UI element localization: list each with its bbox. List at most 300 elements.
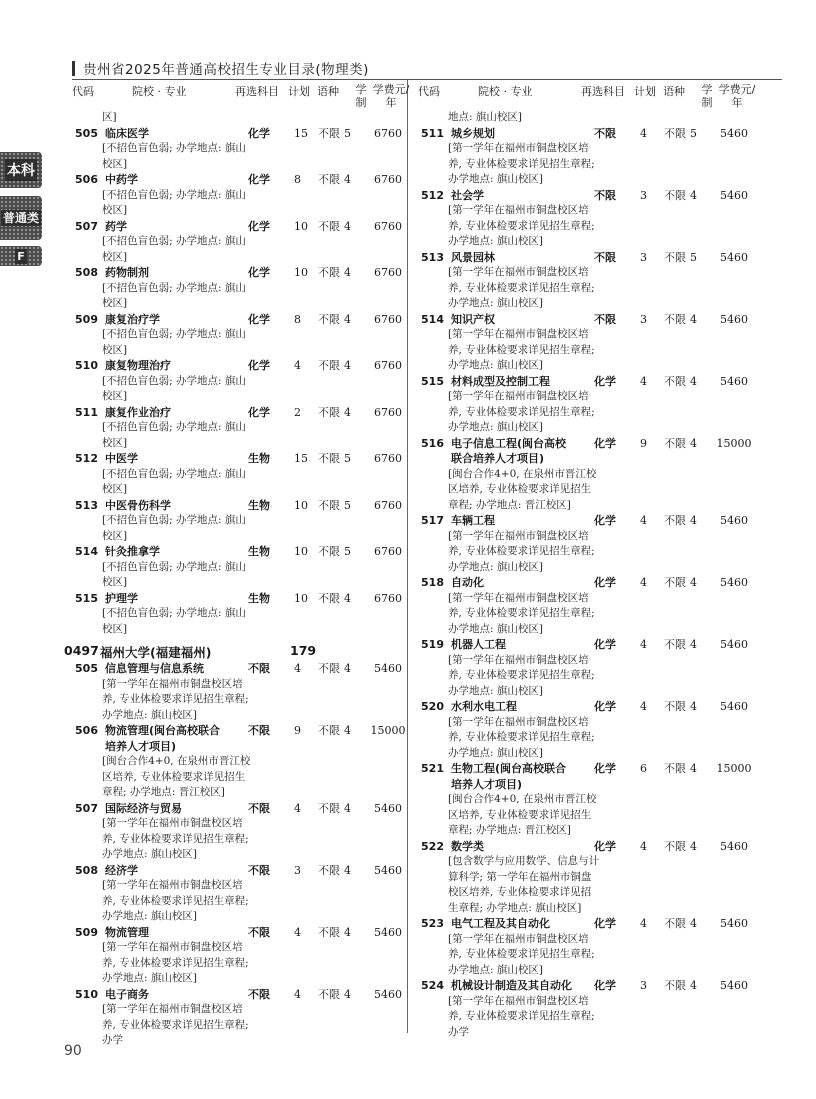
major-note: [不招色盲色弱; 办学地点: 旗山校区] <box>102 560 246 588</box>
major-duration: 5 <box>690 126 697 140</box>
entry-main-row <box>72 219 412 235</box>
major-subject: 不限 <box>248 863 270 877</box>
major-duration: 4 <box>690 576 697 589</box>
school-total: 179 <box>290 643 317 658</box>
entry-main-row <box>72 801 412 817</box>
major-subject: 化学 <box>594 762 616 775</box>
major-entry <box>418 916 758 978</box>
major-plan: 4 <box>640 126 647 140</box>
major-code: 513 <box>421 250 444 264</box>
major-subject: 不限 <box>594 312 616 326</box>
major-entry <box>418 839 758 917</box>
major-code: 506 <box>75 173 98 186</box>
major-plan: 4 <box>640 374 647 388</box>
entry-main-row <box>72 312 412 328</box>
major-language: 不限 <box>664 979 686 992</box>
major-note: [闽台合作4+0, 在泉州市晋江校区培养, 专业体检要求详见招生章程; 办学地点: 晋江校区] <box>448 793 597 836</box>
major-language: 不限 <box>664 700 686 713</box>
col-header-code: 代码 <box>418 85 440 98</box>
major-note: [闽台合作4+0, 在泉州市晋江校区培养, 专业体检要求详见招生章程; 办学地点: 晋江校区] <box>448 467 597 511</box>
entry-main-row <box>72 358 412 374</box>
major-duration: 4 <box>344 266 351 279</box>
major-entry <box>418 374 758 436</box>
major-language: 不限 <box>318 801 340 815</box>
major-language: 不限 <box>318 662 340 675</box>
entry-name-row <box>418 451 758 467</box>
major-subject: 不限 <box>248 987 270 1001</box>
major-duration: 4 <box>690 312 697 326</box>
major-name: 数学类 <box>451 839 484 853</box>
major-code: 512 <box>421 188 444 202</box>
major-code: 508 <box>75 863 98 877</box>
major-duration: 4 <box>344 312 351 326</box>
major-plan: 10 <box>294 219 308 233</box>
major-subject: 不限 <box>248 662 270 675</box>
major-plan: 10 <box>294 591 308 605</box>
entry-main-row <box>72 405 412 421</box>
major-duration: 4 <box>344 591 351 605</box>
major-entry <box>72 405 412 452</box>
entry-main-row <box>72 591 412 607</box>
major-fee: 5460 <box>720 576 748 589</box>
major-name-cont: 联合培养人才项目) <box>451 452 545 465</box>
major-language: 不限 <box>318 312 340 326</box>
major-plan: 10 <box>294 545 308 558</box>
header-bar <box>72 61 75 76</box>
major-duration: 4 <box>690 839 697 853</box>
entry-main-row <box>72 723 412 739</box>
entry-main-row <box>418 699 758 715</box>
major-subject: 化学 <box>594 514 616 527</box>
header-title: 贵州省2025年普通高校招生专业目录(物理类) <box>83 62 369 78</box>
major-note: [不招色盲色弱; 办学地点: 旗山校区] <box>102 281 246 309</box>
col-header-plan: 计划 <box>288 85 310 98</box>
entry-main-row <box>418 436 758 452</box>
major-code: 518 <box>421 576 444 589</box>
major-plan: 4 <box>294 925 301 939</box>
major-name: 国际经济与贸易 <box>105 801 182 815</box>
major-code: 511 <box>421 126 444 140</box>
major-code: 510 <box>75 987 98 1001</box>
major-name: 生物工程(闽台高校联合 <box>451 762 567 775</box>
major-subject: 生物 <box>248 498 270 512</box>
major-name: 中医骨伤科学 <box>105 498 171 512</box>
major-language: 不限 <box>664 188 686 202</box>
entry-main-row <box>72 863 412 879</box>
major-duration: 5 <box>344 126 351 140</box>
major-note: [不招色盲色弱; 办学地点: 旗山校区] <box>102 421 246 449</box>
major-duration: 4 <box>344 405 351 419</box>
major-plan: 8 <box>294 173 301 186</box>
major-entry <box>72 544 412 591</box>
major-language: 不限 <box>318 987 340 1001</box>
major-language: 不限 <box>664 250 686 264</box>
major-plan: 4 <box>640 917 647 930</box>
major-note: [第一学年在福州市铜盘校区培养, 专业体检要求详见招生章程; 办学地点: 旗山校区] <box>448 204 595 247</box>
major-code: 523 <box>421 917 444 930</box>
major-subject: 生物 <box>248 452 270 465</box>
major-language: 不限 <box>664 514 686 527</box>
major-fee: 5460 <box>720 312 748 326</box>
major-entry <box>418 188 758 250</box>
major-fee: 5460 <box>720 917 748 930</box>
major-language: 不限 <box>664 374 686 388</box>
col-header-subject: 再选科目 <box>581 85 625 98</box>
entry-main-row <box>418 575 758 591</box>
major-name: 康复作业治疗 <box>105 405 171 419</box>
side-tab-label: F <box>17 249 25 263</box>
major-code: 515 <box>75 591 98 605</box>
major-code: 512 <box>75 452 98 465</box>
side-tab-undergrad <box>0 152 42 188</box>
major-note: [闽台合作4+0, 在泉州市晋江校区培养, 专业体检要求详见招生章程; 办学地点: 晋江校区] <box>102 755 251 798</box>
page-number: 90 <box>64 1043 82 1059</box>
entry-main-row <box>72 661 412 677</box>
major-code: 509 <box>75 312 98 326</box>
major-fee: 5460 <box>374 863 402 877</box>
major-language: 不限 <box>664 312 686 326</box>
major-name: 城乡规划 <box>451 126 495 140</box>
major-name: 药物制剂 <box>105 266 149 279</box>
major-name: 临床医学 <box>105 126 149 140</box>
major-entry <box>418 699 758 761</box>
major-duration: 4 <box>344 173 351 186</box>
major-language: 不限 <box>318 173 340 186</box>
major-fee: 6760 <box>374 405 402 419</box>
major-code: 507 <box>75 219 98 233</box>
major-plan: 4 <box>640 514 647 527</box>
major-fee: 5460 <box>720 188 748 202</box>
major-note: [第一学年在福州市铜盘校区培养, 专业体检要求详见招生章程; 办学地点: 旗山校区] <box>448 591 595 635</box>
major-plan: 3 <box>640 312 647 326</box>
major-fee: 6760 <box>374 266 402 279</box>
continuation-text: 地点: 旗山校区] <box>448 111 522 123</box>
major-note: [第一学年在福州市铜盘校区培养, 专业体检要求详见招生章程; 办学地点: 旗山校区] <box>102 817 249 860</box>
entry-list <box>72 661 412 1049</box>
major-name: 药学 <box>105 219 127 233</box>
major-plan: 4 <box>640 638 647 651</box>
major-entry <box>418 250 758 312</box>
major-plan: 6 <box>640 762 647 775</box>
major-code: 507 <box>75 801 98 815</box>
major-name: 机械设计制造及其自动化 <box>451 979 572 992</box>
major-fee: 15000 <box>370 724 406 737</box>
major-subject: 不限 <box>594 126 616 140</box>
major-entry <box>418 312 758 374</box>
entry-main-row <box>72 265 412 281</box>
major-fee: 6760 <box>374 591 402 605</box>
major-code: 516 <box>421 436 444 450</box>
major-name: 针灸推拿学 <box>105 545 160 558</box>
major-code: 522 <box>421 839 444 853</box>
major-note: [不招色盲色弱; 办学地点: 旗山校区] <box>102 374 246 402</box>
major-name: 物流管理(闽台高校联合 <box>105 724 221 737</box>
major-code: 514 <box>421 312 444 326</box>
major-plan: 15 <box>294 452 308 465</box>
major-entry <box>72 591 412 638</box>
major-entry <box>72 358 412 405</box>
major-subject: 不限 <box>248 724 270 737</box>
major-entry <box>72 265 412 312</box>
major-entry <box>72 863 412 925</box>
col-header-duration: 学制 <box>701 83 713 109</box>
major-plan: 8 <box>294 312 301 326</box>
major-language: 不限 <box>318 359 340 372</box>
major-code: 505 <box>75 662 98 675</box>
entry-list <box>418 126 758 1041</box>
major-subject: 化学 <box>594 638 616 651</box>
major-code: 519 <box>421 638 444 651</box>
major-note: [第一学年在福州市铜盘校区培养, 专业体检要求详见招生章程; 办学地点: 旗山校区] <box>448 529 595 573</box>
major-fee: 5460 <box>720 374 748 388</box>
major-subject: 化学 <box>248 405 270 419</box>
major-code: 524 <box>421 979 444 992</box>
entry-main-row <box>418 250 758 266</box>
major-note: [第一学年在福州市铜盘校区培养, 专业体检要求详见招生章程; 办学地点: 旗山校区] <box>448 715 595 759</box>
major-name: 中药学 <box>105 173 138 186</box>
side-tab-label: 本科 <box>5 159 37 181</box>
major-language: 不限 <box>318 266 340 279</box>
major-entry <box>72 723 412 801</box>
major-entry <box>72 987 412 1049</box>
major-fee: 5460 <box>720 514 748 527</box>
major-plan: 3 <box>640 188 647 202</box>
entry-main-row <box>418 761 758 777</box>
major-entry <box>418 761 758 839</box>
major-name: 知识产权 <box>451 312 495 326</box>
col-header-subject: 再选科目 <box>235 85 279 98</box>
major-plan: 2 <box>294 405 301 419</box>
major-subject: 化学 <box>594 436 616 450</box>
major-fee: 6760 <box>374 452 402 465</box>
major-fee: 6760 <box>374 359 402 372</box>
entry-main-row <box>418 839 758 855</box>
major-name: 电子商务 <box>105 987 149 1001</box>
major-name: 中医学 <box>105 452 138 465</box>
major-entry <box>418 513 758 575</box>
major-language: 不限 <box>664 126 686 140</box>
major-duration: 4 <box>690 436 697 450</box>
major-language: 不限 <box>664 917 686 930</box>
major-note: [不招色盲色弱; 办学地点: 旗山校区] <box>102 514 246 542</box>
major-duration: 4 <box>344 662 351 675</box>
major-name: 风景园林 <box>451 250 495 264</box>
major-code: 509 <box>75 925 98 939</box>
major-name: 康复物理治疗 <box>105 359 171 372</box>
major-subject: 生物 <box>248 591 270 605</box>
table-header <box>72 80 412 110</box>
major-name: 电子信息工程(闽台高校 <box>451 436 567 450</box>
major-note: [不招色盲色弱; 办学地点: 旗山校区] <box>102 235 246 263</box>
major-fee: 6760 <box>374 545 402 558</box>
col-header-fee: 学费元/年 <box>718 83 756 109</box>
major-note: [第一学年在福州市铜盘校区培养, 专业体检要求详见招生章程; 办学地点: 旗山校区] <box>448 266 595 309</box>
major-duration: 4 <box>344 987 351 1001</box>
major-note: [不招色盲色弱; 办学地点: 旗山校区] <box>102 142 246 170</box>
major-duration: 4 <box>344 359 351 372</box>
major-language: 不限 <box>318 724 340 737</box>
col-header-fee: 学费元/年 <box>372 83 410 109</box>
major-code: 513 <box>75 498 98 512</box>
major-duration: 4 <box>344 219 351 233</box>
entry-main-row <box>418 374 758 390</box>
major-plan: 4 <box>294 801 301 815</box>
col-header-language: 语种 <box>663 85 685 98</box>
major-subject: 化学 <box>594 700 616 713</box>
major-fee: 15000 <box>716 762 752 775</box>
major-subject: 化学 <box>248 266 270 279</box>
major-duration: 5 <box>344 545 351 558</box>
major-language: 不限 <box>664 638 686 651</box>
major-code: 521 <box>421 762 444 775</box>
major-plan: 10 <box>294 266 308 279</box>
major-subject: 化学 <box>594 576 616 589</box>
major-entry <box>418 978 758 1040</box>
major-name: 自动化 <box>451 576 484 589</box>
major-name: 车辆工程 <box>451 514 495 527</box>
major-name-cont: 培养人才项目) <box>451 777 523 791</box>
major-duration: 4 <box>690 979 697 992</box>
entry-main-row <box>72 126 412 142</box>
major-fee: 5460 <box>720 126 748 140</box>
school-name: 福州大学(福建福州) <box>100 645 212 660</box>
major-duration: 4 <box>690 374 697 388</box>
entry-name-row <box>418 777 758 793</box>
major-subject: 化学 <box>248 173 270 186</box>
major-plan: 4 <box>640 700 647 713</box>
major-language: 不限 <box>318 863 340 877</box>
major-fee: 15000 <box>716 436 752 450</box>
major-plan: 3 <box>640 250 647 264</box>
major-language: 不限 <box>318 545 340 558</box>
entry-main-row <box>72 172 412 188</box>
major-language: 不限 <box>664 436 686 450</box>
major-plan: 4 <box>294 662 301 675</box>
major-note: [第一学年在福州市铜盘校区培养, 专业体检要求详见招生章程; 办学地点: 旗山校区] <box>448 390 595 433</box>
major-plan: 3 <box>294 863 301 877</box>
major-name: 社会学 <box>451 188 484 202</box>
school-heading <box>64 641 412 661</box>
major-code: 515 <box>421 374 444 388</box>
entry-main-row <box>72 544 412 560</box>
major-subject: 化学 <box>594 917 616 930</box>
major-language: 不限 <box>318 126 340 140</box>
entry-main-row <box>418 513 758 529</box>
major-language: 不限 <box>664 762 686 775</box>
major-language: 不限 <box>318 591 340 605</box>
left-column <box>64 80 412 1049</box>
running-header <box>72 58 369 78</box>
school-code: 0497 <box>64 643 99 658</box>
major-duration: 4 <box>690 762 697 775</box>
entry-main-row <box>418 637 758 653</box>
major-subject: 不限 <box>594 250 616 264</box>
entry-main-row <box>418 126 758 142</box>
major-duration: 4 <box>690 638 697 651</box>
major-fee: 5460 <box>720 700 748 713</box>
major-note: [不招色盲色弱; 办学地点: 旗山校区] <box>102 467 246 495</box>
side-tab-letter <box>0 246 42 266</box>
major-plan: 9 <box>294 724 301 737</box>
major-name: 电气工程及其自动化 <box>451 917 550 930</box>
major-entry <box>72 312 412 359</box>
major-fee: 6760 <box>374 219 402 233</box>
major-name: 信息管理与信息系统 <box>105 662 204 675</box>
major-entry <box>418 637 758 699</box>
entry-main-row <box>418 978 758 994</box>
major-language: 不限 <box>664 839 686 853</box>
major-subject: 化学 <box>248 219 270 233</box>
major-note: [第一学年在福州市铜盘校区培养, 专业体检要求详见招生章程; 办学地点: 旗山校区] <box>102 677 249 721</box>
major-duration: 4 <box>690 188 697 202</box>
major-fee: 6760 <box>374 173 402 186</box>
major-plan: 3 <box>640 979 647 992</box>
major-duration: 4 <box>690 917 697 930</box>
entry-main-row <box>72 925 412 941</box>
major-entry <box>72 925 412 987</box>
major-subject: 不限 <box>594 188 616 202</box>
major-note: [第一学年在福州市铜盘校区培养, 专业体检要求详见招生章程; 办学地点: 旗山校区] <box>448 653 595 697</box>
major-fee: 6760 <box>374 126 402 140</box>
col-header-duration: 学制 <box>355 83 367 109</box>
major-plan: 4 <box>640 839 647 853</box>
major-duration: 4 <box>344 863 351 877</box>
major-subject: 化学 <box>248 359 270 372</box>
major-code: 520 <box>421 700 444 713</box>
entry-main-row <box>72 987 412 1003</box>
major-name: 经济学 <box>105 863 138 877</box>
major-plan: 9 <box>640 436 647 450</box>
major-language: 不限 <box>318 498 340 512</box>
major-note: [第一学年在福州市铜盘校区培养, 专业体检要求详见招生章程; 办学地点: 旗山校区] <box>448 932 595 976</box>
major-code: 511 <box>75 405 98 419</box>
major-note: [不招色盲色弱; 办学地点: 旗山校区] <box>102 328 246 356</box>
col-header-code: 代码 <box>72 85 94 98</box>
major-plan: 4 <box>640 576 647 589</box>
major-language: 不限 <box>318 925 340 939</box>
major-subject: 化学 <box>248 126 270 140</box>
major-entry <box>72 126 412 173</box>
entry-main-row <box>72 498 412 514</box>
col-header-plan: 计划 <box>634 85 656 98</box>
major-entry <box>72 661 412 723</box>
major-duration: 4 <box>344 724 351 737</box>
major-note: [不招色盲色弱; 办学地点: 旗山校区] <box>102 607 246 635</box>
major-subject: 化学 <box>248 312 270 326</box>
entry-main-row <box>418 188 758 204</box>
major-name: 机器人工程 <box>451 638 506 651</box>
col-header-name: 院校 · 专业 <box>478 85 533 98</box>
major-entry <box>72 498 412 545</box>
major-fee: 5460 <box>720 638 748 651</box>
major-note: [第一学年在福州市铜盘校区培养, 专业体检要求详见招生章程; 办学地点: 旗山校区] <box>448 142 595 185</box>
major-entry <box>418 436 758 514</box>
major-code: 508 <box>75 266 98 279</box>
major-name: 材料成型及控制工程 <box>451 374 550 388</box>
major-fee: 5460 <box>720 250 748 264</box>
side-tab-general <box>0 196 42 240</box>
major-note: [包含数学与应用数学、信息与计算科学; 第一学年在福州市铜盘校区培养, 专业体检要求详见招生章程; 办学地点: 旗山校区] <box>448 855 600 914</box>
major-note: [第一学年在福州市铜盘校区培养, 专业体检要求详见招生章程; 办学 <box>448 994 595 1038</box>
major-duration: 5 <box>344 452 351 465</box>
major-fee: 5460 <box>374 801 402 815</box>
major-fee: 5460 <box>374 987 402 1001</box>
major-language: 不限 <box>318 452 340 465</box>
table-header <box>418 80 758 110</box>
major-note: [第一学年在福州市铜盘校区培养, 专业体检要求详见招生章程; 办学 <box>102 1003 249 1046</box>
entry-name-row <box>72 739 412 755</box>
major-name: 护理学 <box>105 591 138 605</box>
